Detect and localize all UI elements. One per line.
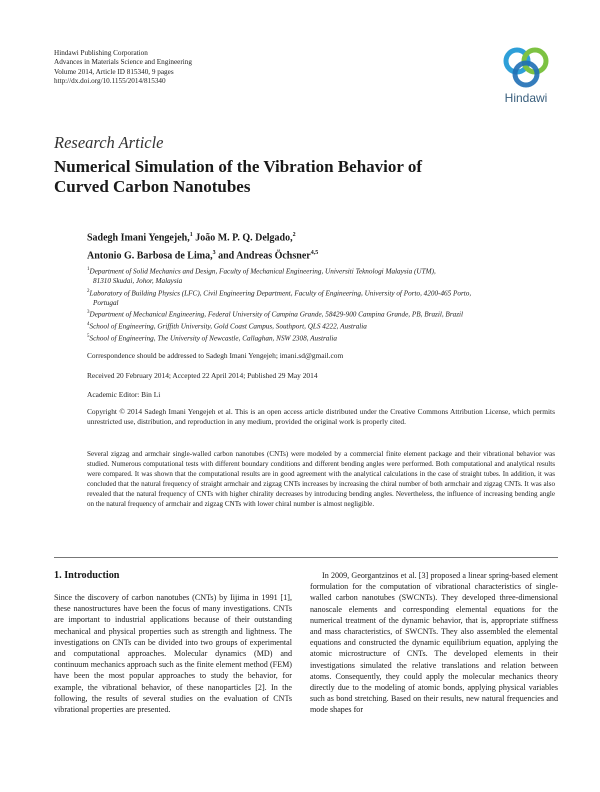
affiliation-text: School of Engineering, The University of Newcastle, Callaghan, NSW 2308, Australia xyxy=(89,334,337,343)
affiliation-text: Laboratory of Building Physics (LFC), Civil Engineering Department, Faculty of Engineering, University of Porto, 4200-465 Porto, xyxy=(89,288,472,297)
affiliation-list xyxy=(87,265,557,344)
author-affil-sup: 4,5 xyxy=(310,249,319,256)
doi-link[interactable]: http://dx.doi.org/10.1155/2014/815340 xyxy=(54,77,166,86)
affiliation-number: 2 xyxy=(87,288,90,294)
paper-title xyxy=(54,157,494,197)
affiliation-number: 5 xyxy=(87,334,90,340)
author-list xyxy=(87,228,507,264)
correspondence-line: Correspondence should be addressed to Sadegh Imani Yengejeh; imani.sd@gmail.com xyxy=(87,351,344,360)
affiliation-number: 1 xyxy=(87,267,90,272)
affiliation-text: School of Engineering, Griffith University, Gold Coast Campus, Southport, QLS 4222, Australia xyxy=(89,322,367,331)
journal-header xyxy=(54,49,192,87)
affiliation-item xyxy=(87,308,557,320)
author-name: Antonio G. Barbosa de Lima, xyxy=(87,250,213,262)
dates-line: Received 20 February 2014; Accepted 22 April 2014; Published 29 May 2014 xyxy=(87,371,318,380)
author-name: João M. P. Q. Delgado, xyxy=(192,232,293,244)
author-affil-sup: 3 xyxy=(212,249,216,256)
affiliation-text: Department of Solid Mechanics and Design, Faculty of Mechanical Engineering, Universiti Teknologi Malaysia (UTM), xyxy=(89,267,436,276)
affiliation-item xyxy=(87,265,557,277)
logo-text: Hindawi xyxy=(504,91,548,105)
abstract-text: Several zigzag and armchair single-walled carbon nanotubes (CNTs) were modeled by a commercial finite element package and their vibrational behavior was studied. Numerous computational tests with different boundary conditions and different bending angles were performed. Both computational and analytical results were compared. It was shown that the computational results are in good agreement with the analytical calculations in the case of straight tubes. In addition, it was concluded that the natural frequency of straight armchair and zigzag CNTs increases by increasing the chiral number of both armchair and zigzag CNTs. It was also revealed that the natural frequency of CNTs with higher chirality decreases by introducing bending angles. Nevertheless, the influence of increasing bending angle on the natural frequency of armchair and zigzag CNTs with lower chiral number is almost negligible. xyxy=(87,450,555,509)
affiliation-item xyxy=(87,287,557,299)
author-name: Sadegh Imani Yengejeh, xyxy=(87,232,190,244)
affiliation-item xyxy=(87,320,557,332)
article-type: Research Article xyxy=(54,133,164,152)
affiliation-text: Department of Mechanical Engineering, Federal University of Campina Grande, 58429-900 Campina Grande, PB, Brazil, Brazil xyxy=(89,310,464,319)
journal-name: Advances in Materials Science and Engineering xyxy=(54,58,192,67)
title-line-2: Curved Carbon Nanotubes xyxy=(54,177,251,196)
intro-right-column: In 2009, Georgantzinos et al. [3] proposed a linear spring-based element formulation for the computation of vibrational characteristics of single-walled carbon nanotubes (SWCNTs). They developed three-dimensional nanoscale elements and corresponding elemental equations for the numerical treatment of the dynamic behavior, that is, appropriate stiffness and mass characteristics, of SWCNTs. They also assembled the elemental equations and constructed the dynamic equilibrium equation, applying the atomic microstructure of CNTs. The developed elements in their investigations simulated the relative translations and relation between atoms. Consequently, they could apply the molecular mechanics theory directly due to the modeling of atomic bonds, applying physical variables such as bond stretching. Based on their results, new natural frequencies and mode shapes for xyxy=(310,571,558,715)
author-name: and Andreas Öchsner xyxy=(215,250,311,262)
author-affil-sup: 1 xyxy=(189,232,193,238)
affiliation-continuation: Portugal xyxy=(93,298,119,307)
academic-editor: Academic Editor: Bin Li xyxy=(87,390,161,399)
affiliation-continuation: 81310 Skudai, Johor, Malaysia xyxy=(93,276,183,285)
publisher-name: Hindawi Publishing Corporation xyxy=(54,49,148,57)
volume-info: Volume 2014, Article ID 815340, 9 pages xyxy=(54,67,174,76)
author-affil-sup: 2 xyxy=(292,232,296,238)
hindawi-logo xyxy=(496,44,556,106)
title-line-1: Numerical Simulation of the Vibration Behavior of xyxy=(54,157,423,176)
section-divider xyxy=(54,557,558,558)
intro-left-column: Since the discovery of carbon nanotubes (CNTs) by Iijima in 1991 [1], these nanostructures have been the focus of many investigations. CNTs are important to industrial applications because of their outstanding mechanical and physical properties such as strength and lightness. The investigations on CNTs can be divided into two groups of experimental and computational approaches. Molecular dynamics (MD) and continuum mechanics approach such as the finite element method (FEM) have been the most popular approaches to study the behavior, for example, the vibrational behavior, of these nanoparticles [2]. In the following, the results of several studies on the evaluation of CNTs vibrational properties are presented. xyxy=(54,593,292,715)
copyright-notice: Copyright © 2014 Sadegh Imani Yengejeh et al. This is an open access article distributed under the Creative Commons Attribution License, which permits unrestricted use, distribution, and reproduction in any medium, provided the original work is properly cited. xyxy=(87,407,555,427)
affiliation-number: 4 xyxy=(87,322,90,328)
affiliation-number: 3 xyxy=(87,310,90,316)
section-heading: 1. Introduction xyxy=(54,570,120,581)
hindawi-rings-icon xyxy=(496,44,556,90)
affiliation-item xyxy=(87,332,557,344)
